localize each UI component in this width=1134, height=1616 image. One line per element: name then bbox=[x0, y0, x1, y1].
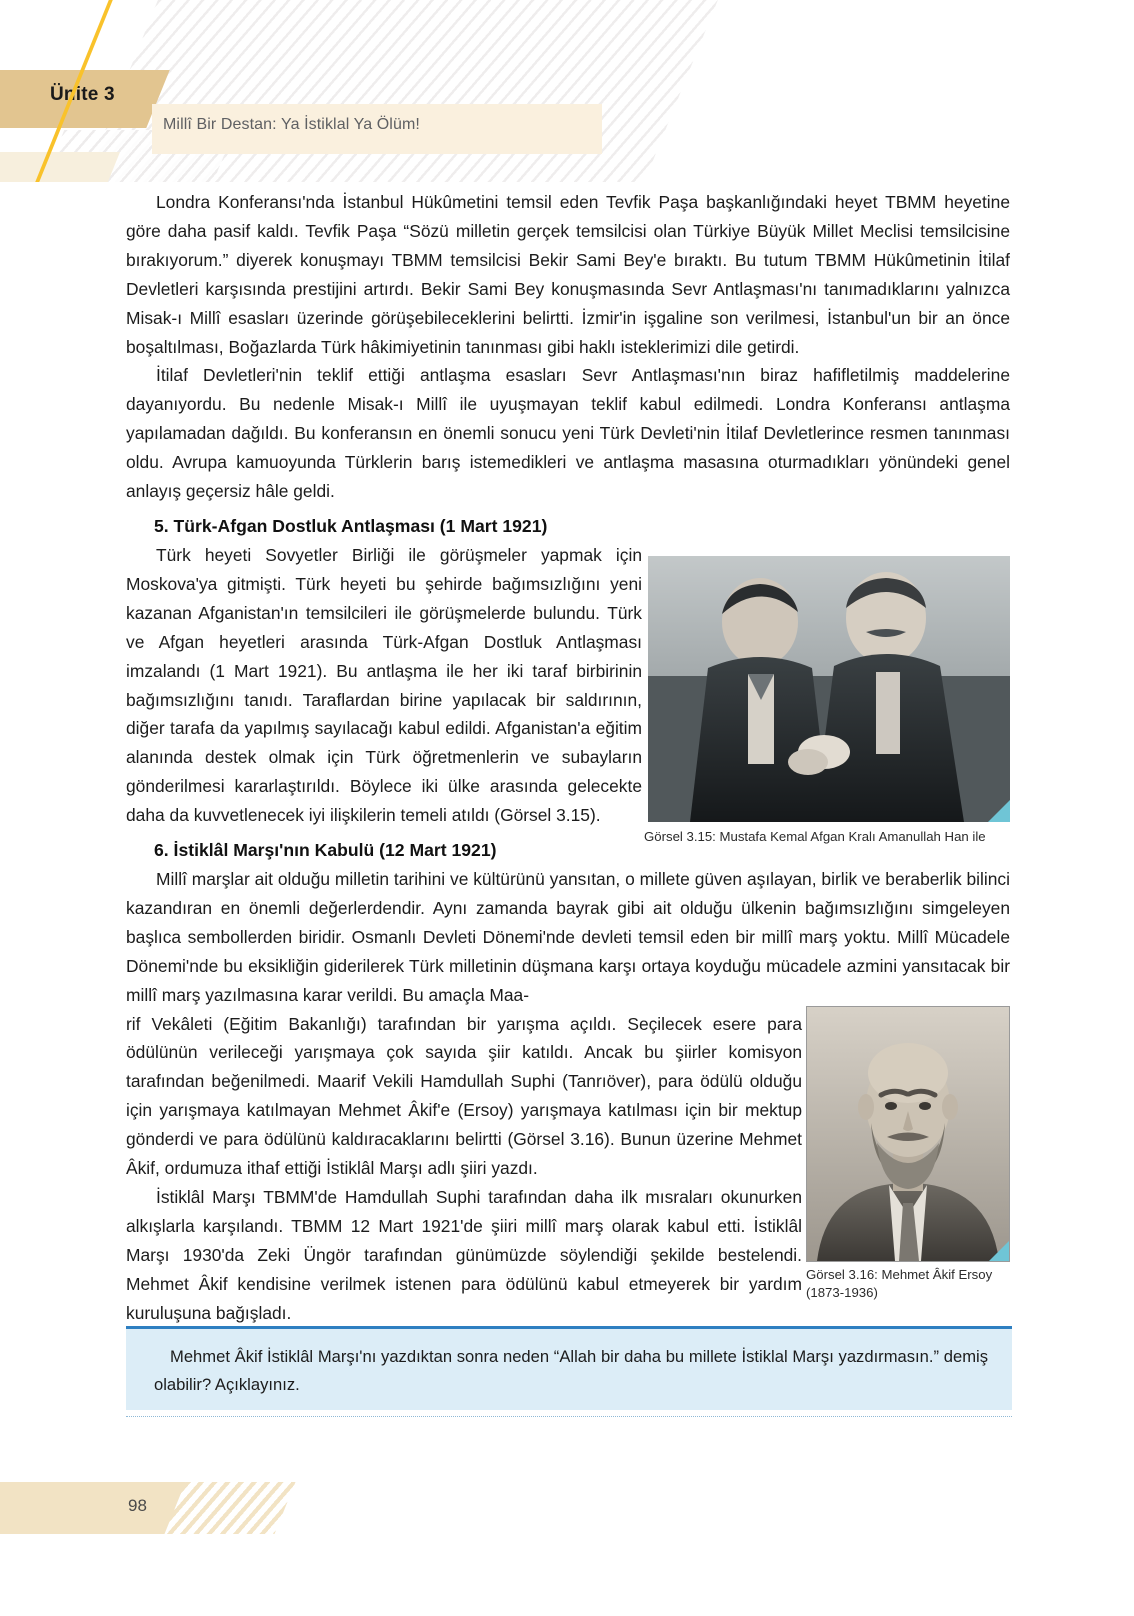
question-text: Mehmet Âkif İstiklâl Marşı'nı yazdıktan sonra neden “Allah bir daha bu millete İstiklal Marşı yazdırmasın.” demiş olabilir? Açıklayınız. bbox=[154, 1347, 988, 1394]
section-heading-5: 5. Türk-Afgan Dostluk Antlaşması (1 Mart 1921) bbox=[154, 515, 548, 536]
question-box-divider bbox=[126, 1416, 1012, 1417]
section-heading-6: 6. İstiklâl Marşı'nın Kabulü (12 Mart 1921) bbox=[154, 840, 497, 861]
paragraph-4-continued: rif Vekâleti (Eğitim Bakanlığı) tarafından bir yarışma açıldı. Seçilecek esere para ödülünün verileceği yarışmaya çok sayıda şiir katıldı. Ancak bu şiirler komisyon tarafından beğenilmedi. Maarif Vekili Hamdullah Suphi (Tanrıöver), para ödülü olduğu için yarışmaya katılmayan Mehmet Âkif'e (Ersoy) yarışmaya katılması için bir mektup gönderdi ve para ödülünü kaldıracaklarını belirtti (Görsel 3.16). Bunun üzerine Mehmet Âkif, ordumuza ithaf ettiği İstiklâl Marşı adlı şiiri yazdı. bbox=[126, 1013, 802, 1179]
unit-tab-label: Ünite 3 bbox=[50, 84, 115, 105]
page-header bbox=[0, 0, 1134, 182]
chapter-title: Millî Bir Destan: Ya İstiklal Ya Ölüm! bbox=[163, 116, 420, 133]
paragraph-2: İtilaf Devletleri'nin teklif ettiği antlaşma esasları Sevr Antlaşması'nın biraz hafifletilmiş maddelerine dayanıyordu. Bu nedenle Misak-ı Millî ile uyuşmayan teklif kabul edilmedi. Londra Konferansı antlaşma yapılamadan dağıldı. Bu konferansın en önemli sonucu yeni Türk Devleti'nin İtilaf Devletlerince resmen tanınması oldu. Avrupa kamuoyunda Türklerin barış istemedikleri ve antlaşma masasına oturmadıkları yönündeki genel anlayış geçersiz hâle geldi. bbox=[126, 365, 1010, 502]
figure-caption-3-16-line-2: (1873-1936) bbox=[806, 1285, 878, 1300]
paragraph-3: Türk heyeti Sovyetler Birliği ile görüşmeler yapmak için Moskova'ya gitmişti. Türk heyeti bu şehirde bağımsızlığını yeni kazanan Afganistan'ın temsilcileri ile görüşmelerde bulundu. Türk ve Afgan heyetleri arasında Türk-Afgan Dostluk Antlaşması imzalandı (1 Mart 1921). Bu antlaşma ile her iki taraf birbirinin bağımsızlığını tanıdı. Taraflardan birine yapılacak bir saldırının, diğer tarafa da yapılmış sayılacağı kabul edildi. Afganistan'a eğitim alanında destek olmak için Türk öğretmenlerin ve subayların gönderilmesi kararlaştırıldı. Böylece iki ülke arasında gelecekte daha da kuvvetlenecek iyi ilişkilerin temeli atıldı (Görsel 3.15). bbox=[126, 544, 642, 826]
figure-caption-3-15: Görsel 3.15: Mustafa Kemal Afgan Kralı Amanullah Han ile bbox=[644, 829, 986, 844]
page-footer bbox=[0, 1440, 1134, 1616]
footer-diagonal-stripes bbox=[164, 1482, 295, 1534]
photo-mustafa-kemal-amanullah-han bbox=[648, 556, 1010, 822]
header-cream-wedge bbox=[0, 152, 120, 182]
figure-gorsel-3-16 bbox=[806, 1006, 1010, 1262]
figure-caption-3-16 bbox=[806, 1266, 1021, 1302]
photo-mehmet-akif-ersoy bbox=[807, 1007, 1009, 1261]
photo-illustration bbox=[648, 556, 1010, 822]
paragraph-4: Millî marşlar ait olduğu milletin tarihini ve kültürünü yansıtan, o millete güven aşılayan, birlik ve beraberlik bilinci kazandıran en önemli değerlerdendir. Aynı zamanda bayrak gibi ait olduğu ülkenin bağımsızlığını simgeleyen başlıca sembollerden biridir. Osmanlı Devleti Dönemi'nde devleti temsil eden bir millî marş yoktu. Millî Mücadele Dönemi'nde bu eksikliğin giderilerek Türk milletinin düşmana karşı ortaya koyduğu mücadele azmini yansıtacak bir millî marş yazılmasına karar verildi. Bu amaçla Maa- bbox=[126, 869, 1010, 1005]
paragraph-1: Londra Konferansı'nda İstanbul Hükûmetini temsil eden Tevfik Paşa başkanlığındaki heyet TBMM heyetine göre daha pasif kaldı. Tevfik Paşa “Sözü milletin gerçek temsilcisi olan Türkiye Büyük Millet Meclisi temsilcisine bırakıyorum.” diyerek konuşmayı TBMM temsilcisi Bekir Sami Bey'e bıraktı. Bu tutum TBMM Hükûmetinin İtilaf Devletleri karşısında prestijini artırdı. Bekir Sami Bey konuşmasında Sevr Antlaşması'nı tanımadıklarını yalnızca Misak-ı Millî esasları üzerinde görüşebileceklerini belirtti. İzmir'in işgaline son verilmesi, İstanbul'un bir an önce boşaltılması, Boğazlarda Türk hâkimiyetinin tanınması gibi haklı isteklerimizi dile getirdi. bbox=[126, 192, 1010, 357]
figure-caption-3-16-line-1: Görsel 3.16: Mehmet Âkif Ersoy bbox=[806, 1267, 993, 1282]
figure-gorsel-3-15 bbox=[648, 556, 1010, 822]
portrait-illustration bbox=[807, 1007, 1009, 1261]
paragraph-5: İstiklâl Marşı TBMM'de Hamdullah Suphi tarafından daha ilk mısraları okunurken alkışlarla karşılandı. TBMM 12 Mart 1921'de şiiri millî marş olarak kabul etti. İstiklâl Marşı 1930'da Zeki Üngör tarafından günümüzde söylendiği şekilde bestelendi. Mehmet Âkif kendisine verilmek istenen para ödülünü kabul etmeyerek bir yardım kuruluşuna bağışladı. bbox=[126, 1187, 802, 1323]
question-box bbox=[126, 1326, 1012, 1410]
page-number: 98 bbox=[128, 1496, 147, 1515]
